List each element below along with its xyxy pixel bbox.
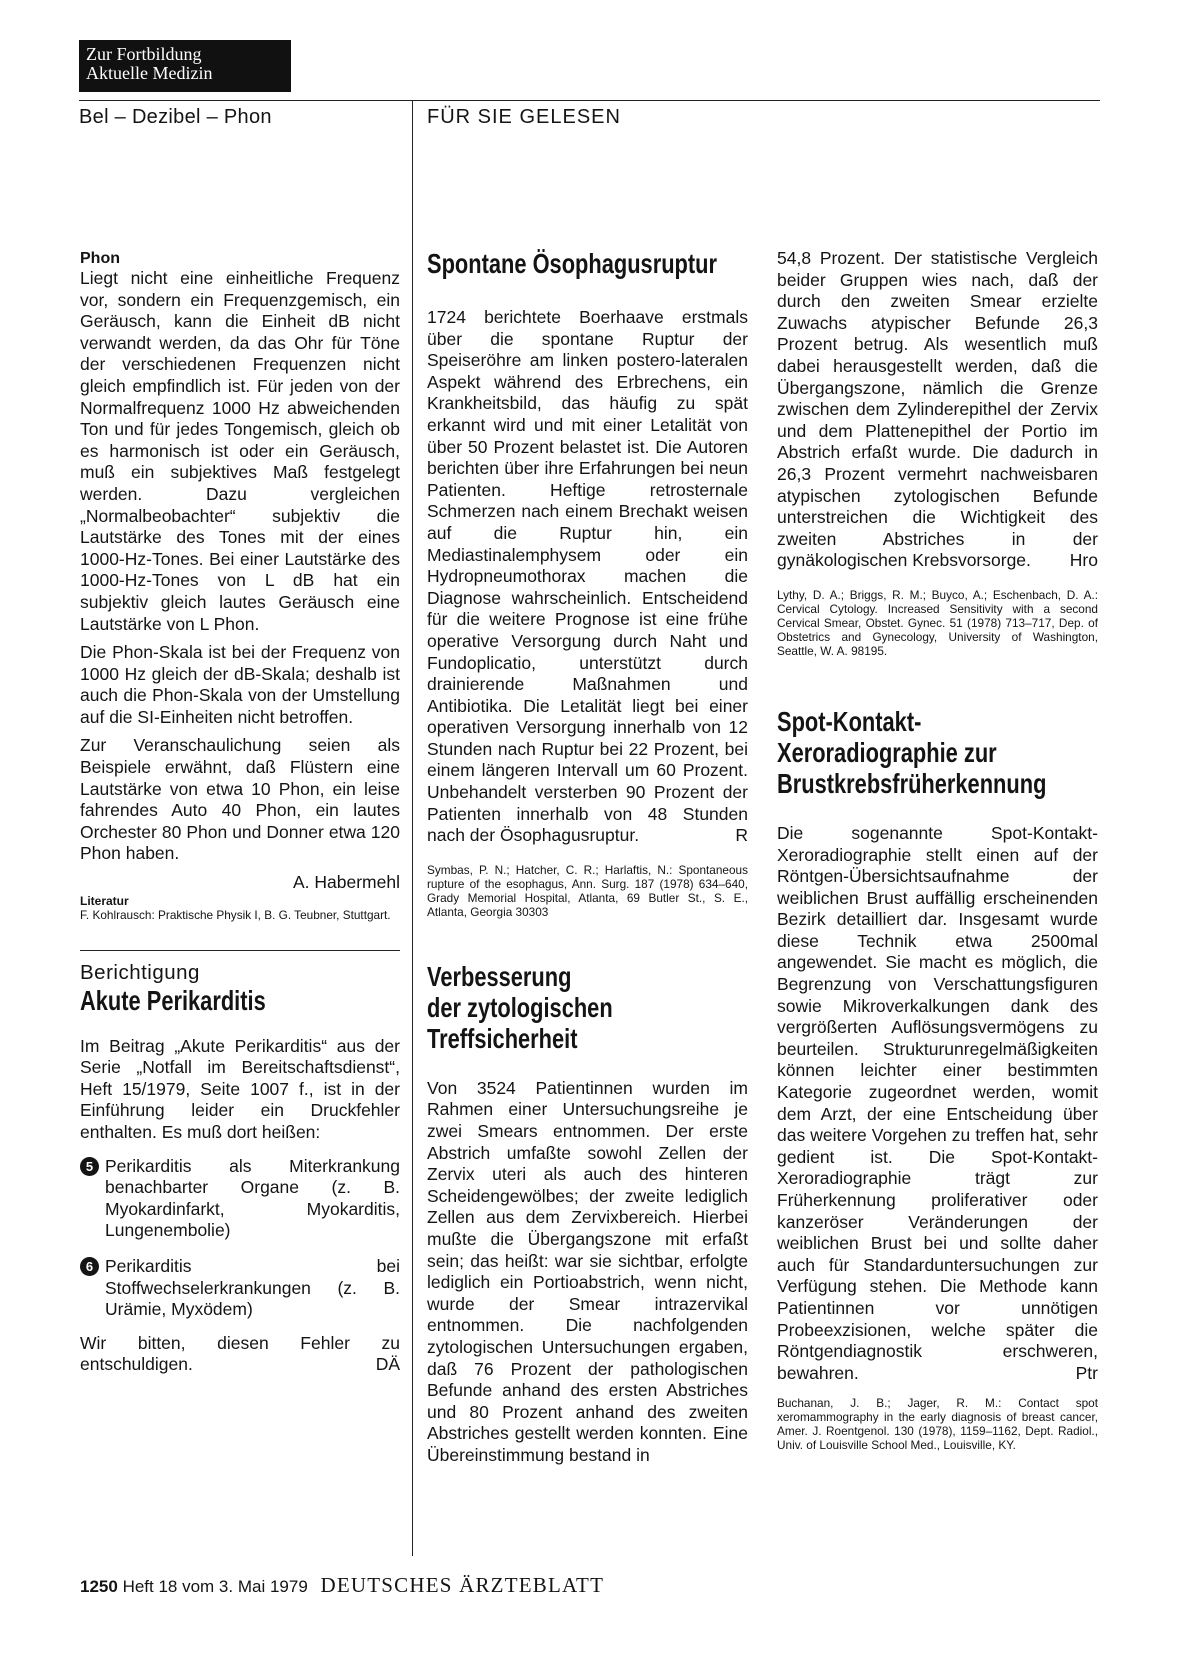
akute-perikarditis-title: Akute Perikarditis [80, 984, 266, 1016]
oesophagus-paragraph [427, 307, 748, 847]
zytologie-continued-text: 54,8 Prozent. Der statistische Vergleich beider Gruppen wies nach, daß der durch den zweiten Smear erzielte Zuwachs atypischer Befunde 26,3 Prozent betrug. Als wesentlich muß dabei herausgestellt werden, daß die Übergangszone, nämlich die Grenze zwischen dem Zylinderepithel der Zervix und dem Plattenepithel der Portio im Abstrich erfaßt wurde. Die dadurch in 26,3 Prozent vermehrt nachweisbaren atypischen zytologischen Befunde unterstreichen die Wichtigkeit des zweiten Abstriches in der gynäkologischen Krebsvorsorge. [777, 248, 1098, 571]
page-number: 1250 [80, 1577, 118, 1596]
akute-paragraph-1: Im Beitrag „Akute Perikarditis“ aus der Serie „Notfall im Bereitschaftsdienst“, Heft 15/1979, Seite 1007 f., ist in der Einführung leider ein Druckfehler enthalten. Es muß dort heißen: [80, 1035, 400, 1142]
oesophagus-reference: Symbas, P. N.; Hatcher, C. R.; Harlaftis, N.: Spontaneous rupture of the esophagus, Ann. Surg. 187 (1978) 634–640, Grady Memorial Hospital, Atlanta, 69 Butler St., S. E., Atlanta, Georgia 30303 [427, 862, 748, 919]
column-divider [412, 100, 413, 1556]
literature-reference: F. Kohlrausch: Praktische Physik I, B. G. Teubner, Stuttgart. [80, 907, 391, 922]
xeroradiographie-reference: Buchanan, J. B.; Jager, R. M.: Contact spot xeromammography in the early diagnosis of breast cancer, Amer. J. Roentgenol. 130 (1978), 1159–1162, Dept. Radiol., Univ. of Louisville School Med., Louisville, KY. [777, 1396, 1098, 1453]
page-footer [80, 1573, 604, 1598]
zytologie-paragraph: Von 3524 Patientinnen wurden im Rahmen einer Untersuchungsreihe je zwei Smears entnommen. Der erste Abstrich umfaßte sowohl Zellen der Zervix uteri als auch des hinteren Scheidengewölbes; der zweite lediglich Zellen aus dem Zervixbereich. Hierbei mußte die Übergangszone mit erfaßt sein; das heißt: war sie sichtbar, erfolgte lediglich ein Portioabstrich, wenn nicht, wurde der Smear intrazervikal entnommen. Die nachfolgenden zytologischen Untersuchungen ergaben, daß 76 Prozent der pathologischen Befunde anhand des ersten Abstriches und 80 Prozent anhand des zweiten Abstriches gestellt werden konnten. Eine Übereinstimmung bestand in [427, 1077, 748, 1465]
author-signature: A. Habermehl [293, 872, 400, 893]
banner-line-1: Zur Fortbildung [86, 44, 202, 64]
zytologie-signature: Hro [1069, 550, 1098, 571]
zytologie-title-line-2: der zytologischen [427, 991, 613, 1023]
phon-paragraph-2: Die Phon-Skala ist bei der Frequenz von 1000 Hz gleich der dB-Skala; deshalb ist auch die Phon-Skala von der Umstellung auf die SI-Einheiten nicht betroffen. [80, 642, 400, 727]
column-2 [427, 248, 748, 1467]
header-right-title: FÜR SIE GELESEN [427, 106, 621, 128]
oesophagus-signature: R [735, 825, 748, 846]
number-6-badge: 6 [80, 1257, 99, 1276]
literature-heading: Literatur [80, 893, 129, 908]
header-rule [79, 100, 1100, 101]
zytologie-continued-paragraph [777, 248, 1098, 572]
number-5-badge: 5 [80, 1157, 99, 1176]
phon-paragraph-3: Zur Veranschaulichung seien als Beispiele erwähnt, daß Flüstern eine Lautstärke von etwa 10 Phon, ein leise fahrendes Auto 40 Phon, ein lautes Orchester 80 Phon und Donner etwa 120 Phon haben. [80, 735, 400, 864]
xeroradiographie-signature: Ptr [1075, 1362, 1098, 1383]
berichtigung-label: Berichtigung [80, 960, 200, 984]
apology-text: Wir bitten, diesen Fehler zu entschuldigen. [80, 1332, 400, 1375]
zytologie-title-line-3: Treffsicherheit [427, 1022, 578, 1054]
list-item-5 [80, 1156, 400, 1242]
phon-paragraph-1: Liegt nicht eine einheitliche Frequenz vor, sondern ein Frequenzgemisch, ein Geräusch, kann die Einheit dB nicht verwandt werden, da das Ohr für Töne der verschiedenen Frequenzen nicht gleich empfindlich ist. Für jeden von der Normalfrequenz 1000 Hz abweichenden Ton und für jedes Tongemisch, gleich ob es harmonisch ist oder ein Geräusch, muß ein subjektives Maß festgelegt werden. Dazu vergleichen „Normalbeobachter“ subjektiv die Lautstärke des Tones mit der eines 1000-Hz-Tones. Bei einer Lautstärke des 1000-Hz-Tones von L dB hat ein subjektiv gleich lautes Geräusch eine Lautstärke von L Phon. [80, 268, 400, 634]
header-left-title: Bel – Dezibel – Phon [79, 106, 272, 128]
list-item-6-text: Perikarditis bei Stoffwechselerkrankungen (z. B. Urämie, Myxödem) [105, 1255, 400, 1320]
phon-subhead: Phon [80, 250, 120, 267]
oesophagusruptur-title: Spontane Ösophagusruptur [427, 248, 717, 279]
list-item-5-text: Perikarditis als Miterkrankung benachbarter Organe (z. B. Myokardinfarkt, Myokarditis, Lungenembolie) [105, 1155, 400, 1241]
berichtigung-rule [80, 950, 400, 951]
akute-signature: DÄ [375, 1354, 400, 1375]
zytologie-title-line-1: Verbesserung [427, 960, 572, 992]
section-banner [79, 40, 291, 92]
xeroradiographie-title-line-1: Spot-Kontakt- [777, 705, 922, 737]
issue-info: Heft 18 vom 3. Mai 1979 [122, 1577, 308, 1596]
xeroradiographie-paragraph [777, 823, 1098, 1384]
xeroradiographie-title-line-3: Brustkrebsfrüherkennung [777, 767, 1047, 799]
akute-paragraph-2 [80, 1333, 400, 1376]
oesophagus-text: 1724 berichtete Boerhaave erstmals über die spontane Ruptur der Speiseröhre am linken postero-lateralen Aspekt während des Erbrechens, ein Krankheitsbild, das häufig zu spät erkannt wird und mit einer Letalität von über 50 Prozent belastet ist. Die Autoren berichten über ihre Erfahrungen bei neun Patienten. Heftige retrosternale Schmerzen nach einem Brechakt weisen auf die Ruptur hin, ein Mediastinalemphysem oder ein Hydropneumothorax machen die Diagnose wahrscheinlich. Entscheidend für die weitere Prognose ist eine frühe operative Versorgung durch Naht und Fundoplicatio, unterstützt durch drainierende Maßnahmen und Antibiotika. Die Letalität liegt bei einer operativen Versorgung innerhalb von 12 Stunden nach Ruptur bei 22 Prozent, bei einem längeren Intervall um 60 Prozent. Unbehandelt versterben 90 Prozent der Patienten innerhalb von 48 Stunden nach der Ösophagusruptur. [427, 307, 748, 846]
list-item-6 [80, 1256, 400, 1321]
journal-name: DEUTSCHES ÄRZTEBLATT [320, 1573, 605, 1597]
zytologie-reference: Lythy, D. A.; Briggs, R. M.; Buyco, A.; Eschenbach, D. A.: Cervical Cytology. Increased Sensitivity with a second Cervical Smear, Obstet. Gynec. 51 (1978) 713–717, Dep. of Obstetrics and Gynecology, University of Washington, Seattle, W. A. 98195. [777, 587, 1098, 658]
column-3 [777, 248, 1098, 1452]
banner-line-2: Aktuelle Medizin [86, 63, 213, 83]
xeroradiographie-title-line-2: Xeroradiographie zur [777, 736, 997, 768]
xeroradiographie-text: Die sogenannte Spot-Kontakt-Xeroradiographie stellt einen auf der Röntgen-Übersichtsaufnahme der weiblichen Brust auffällig erscheinenden Bezirk detailliert dar. Insgesamt wurde diese Technik etwa 2500mal angewendet. Sie macht es möglich, die Begrenzung von Verschattungsfiguren sowie Mikroverkalkungen dank des vergrößerten Auflösungsvermögens zu beurteilen. Strukturunregelmäßigkeiten können leichter einer bestimmten Kategorie zugeordnet werden, womit dem Arzt, der eine Entscheidung über das weitere Vorgehen zu treffen hat, sehr gedient ist. Die Spot-Kontakt-Xeroradiographie trägt zur Früherkennung proliferativer oder kanzeröser Veränderungen der weiblichen Brust bei und sollte daher auch für Standarduntersuchungen zur Verfügung stehen. Die Methode kann Patientinnen vor unnötigen Probeexzisionen, welche später die Röntgendiagnostik erschweren, bewahren. [777, 822, 1098, 1383]
column-1 [80, 250, 400, 1376]
